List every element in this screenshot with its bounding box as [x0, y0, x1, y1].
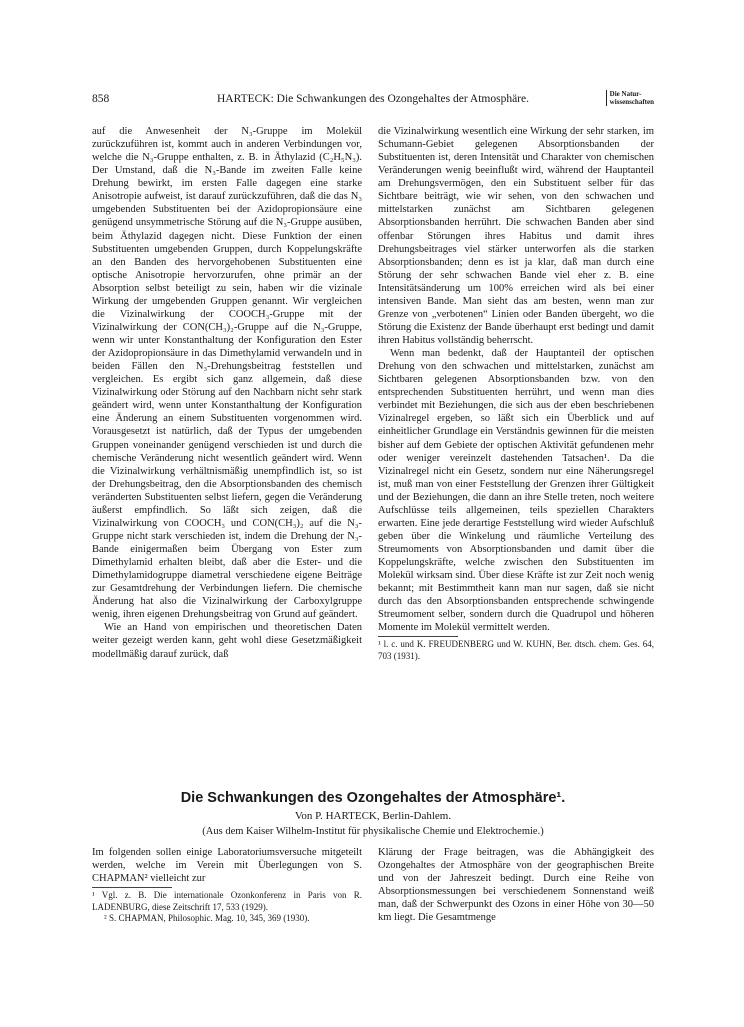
article-right-column	[378, 846, 654, 924]
article-author: Von P. HARTECK, Berlin-Dahlem.	[294, 810, 452, 822]
right-paragraph-2: Wenn man bedenkt, daß der Hauptanteil der optischen Drehung von den schwachen und mittelstarken, zunächst am Sichtbaren gelegenen Absorptionsbanden bzw. von den entsprechenden Substituenten herrührt, und wenn man dies verbindet mit Beziehungen, die sich aus der eben beschriebenen Vizinalregel ergeben, so läßt sich ein Überblick und auf einheitlicher Grundlage ein Verständnis gewinnen für die meisten bisher auf dem Gebiete der optischen Aktivität gefundenen mehr oder weniger vereinzelt dastehenden Tatsachen¹. Da die Vizinalregel nicht ein Gesetz, sondern nur eine Näherungsregel ist, muß man von einer Feststellung der Grenzen ihrer Gültigkeit und der Beziehungen, die dann an ihre Stelle treten, noch weitere Aufschlüsse teils allgemeinen, teils speziellen Charakters erwarten. Eine jede derartige Feststellung wird wieder Aufschluß geben über die Winkelung und räumliche Verteilung des Streumoments von Absorptionsbanden und damit über die Koppelungskräfte, welche zwischen den Substituenten im Molekül wirksam sind. Über diese Kräfte ist zur Zeit noch wenig bekannt; mit Bestimmtheit kann man nur sagen, daß sie nicht durch das den Absorptionsbanden entsprechende schwingende Streumoment selber, sondern durch die Quadrupol und höheren Momente im Molekül vermittelt werden.	[378, 348, 654, 634]
article-left-column	[92, 846, 362, 925]
left-column	[92, 125, 362, 661]
article-title: Die Schwankungen des Ozongehaltes der Atmosphäre¹.	[180, 790, 566, 806]
journal-line-2: wissenschaften	[609, 98, 654, 106]
journal-line-1: Die Natur-	[609, 90, 642, 98]
right-column	[378, 125, 654, 662]
running-title: HARTECK: Die Schwankungen des Ozongehaltes der Atmosphäre.	[217, 93, 529, 105]
page-header	[92, 90, 654, 112]
footnote: ¹ l. c. und K. FREUDENBERG und W. KUHN, Ber. dtsch. chem. Ges. 64, 703 (1931).	[378, 639, 654, 661]
journal-name	[606, 90, 654, 106]
page-number: 858	[92, 93, 110, 105]
left-paragraph-2: Wie an Hand von empirischen und theoretischen Daten weiter gezeigt werden kann, geht wohl diese Gesetzmäßigkeit modellmäßig darauf zurück, daß	[92, 622, 362, 660]
article-footnote-rule	[92, 887, 172, 888]
article-left-text: Im folgenden sollen einige Laboratoriumsversuche mitgeteilt werden, welche im Verein mit Überlegungen von S. CHAPMAN² vielleicht zur	[92, 847, 362, 885]
article-affiliation: (Aus dem Kaiser Wilhelm-Institut für physikalische Chemie und Elektrochemie.)	[202, 826, 544, 837]
left-paragraph-1: auf die Anwesenheit der N₃-Gruppe im Molekül zurückzuführen ist, kommt auch in anderen Verbindungen vor, welche die N₃-Gruppe enthalten, z. B. in Äthylazid (C₂H₅N₃). Der Umstand, daß die N₃-Bande im zweiten Falle keine Drehung bewirkt, im ersten Falle dagegen eine starke Anisotropie aufweist, ist darauf zurückzuführen, daß die das N₃ umgebenden Substituenten bei der Azidopropionsäure eine genügend unsymmetrische Störung auf die N₃-Gruppe ausüben, beim Äthylazid dagegen nicht. Diese Funktion der einen Substituenten umgebenden Gruppen, durch Koppelungskräfte an den Banden des hervorgehobenen Substituenten eine optische Anisotropie hervorzurufen, ohne primär an der Absorption selbst beteiligt zu sein, haben wir die vizinale Wirkung der umgebenden Gruppen genannt. Wir vergleichen die Vizinalwirkung der COOCH₃-Gruppe mit der Vizinalwirkung der CON(CH₃)₂-Gruppe auf die N₃-Gruppe, wenn wir unter Konstanthaltung der Konfiguration den Ester der Azidopropionsäure in das Dimethylamid verwandeln und in beiden Fällen den N₃-Drehungsbeitrag feststellen und vergleichen. Es ergibt sich ganz allgemein, daß diese Vizinalwirkung oder Störung auf den Nachbarn nicht sehr stark geändert wird, wenn unter Konstanthaltung der Konfiguration eine Änderung an einem Substituenten vorgenommen wird. Vorausgesetzt ist natürlich, daß der Typus der umgebenden Gruppen voneinander genügend verschieden ist und durch die chemische Veränderung nicht wesentlich geändert wird. Wenn die Vizinalwirkung verhältnismäßig unempfindlich ist, so ist der Drehungsbeitrag, den die Absorptionsbanden des chemisch veränderten Substituenten selbst liefern, gegen die Veränderung äußerst empfindlich. So läßt sich zeigen, daß die Vizinalwirkung von COOCH₃ und CON(CH₃)₂ auf die N₃-Gruppe nicht stark verschieden ist, indem die Drehung der N₃-Bande einigermaßen beim Übergang von Ester zum Dimethylamid erhalten bleibt, daß aber die Ester- und die Dimethylamidogruppe diametral verschiedene eigene Beiträge zur Gesamtdrehung der Verbindungen liefern. Die chemische Änderung hat also die Vizinalwirkung der Carboxylgruppe wenig, ihren eigenen Drehungsbeitrag von Grund auf geändert.	[92, 126, 362, 621]
footnote-rule	[378, 636, 458, 637]
article-footnote-2: ² S. CHAPMAN, Philosophic. Mag. 10, 345, 369 (1930).	[104, 913, 310, 924]
article-right-text: Klärung der Frage beitragen, was die Abhängigkeit des Ozongehaltes der Atmosphäre von der geographischen Breite und von der Jahreszeit bedingt. Durch eine Reihe von Absorptionsmessungen bei verschiedenem Sonnenstand weiß man, daß der Schwerpunkt des Ozons in einer Höhe von 30—50 km liegt. Die Gesamtmenge	[378, 847, 654, 924]
article-footnote-1: ¹ Vgl. z. B. Die internationale Ozonkonferenz in Paris von R. LADENBURG, diese Zeitschrift 17, 533 (1929).	[92, 890, 362, 912]
right-paragraph-1: die Vizinalwirkung wesentlich eine Wirkung der sehr starken, im Schumann-Gebiet gelegenen Absorptionsbanden der Substituenten ist, deren Intensität und Charakter von chemischen Veränderungen wenig beeinflußt wird, während der Hauptanteil am Drehungsvermögen, den ein Substituent selber für das Sichtbare beiträgt, wie wir sehen, von den schwachen und mittelstarken zunächst am Sichtbaren gelegenen Absorptionsbanden herrührt. Die schwachen Banden aber sind offenbar Störungen ihres Habitus und damit ihres Drehungsbeitrages viel stärker unterworfen als die starken Absorptionsbanden; denn es ist ja klar, daß man durch eine Störung der sehr schwachen Bande viel eher z. B. eine Intensitätsänderung um 100% erreichen wird als bei einer intensiven Bande. Man sieht das am besten, wenn man zur Grenze von „verbotenen“ Linien oder Banden übergeht, wo die Störung die Existenz der Bande überhaupt erst bedingt und damit ihren Habitus vollständig beherrscht.	[378, 126, 654, 346]
